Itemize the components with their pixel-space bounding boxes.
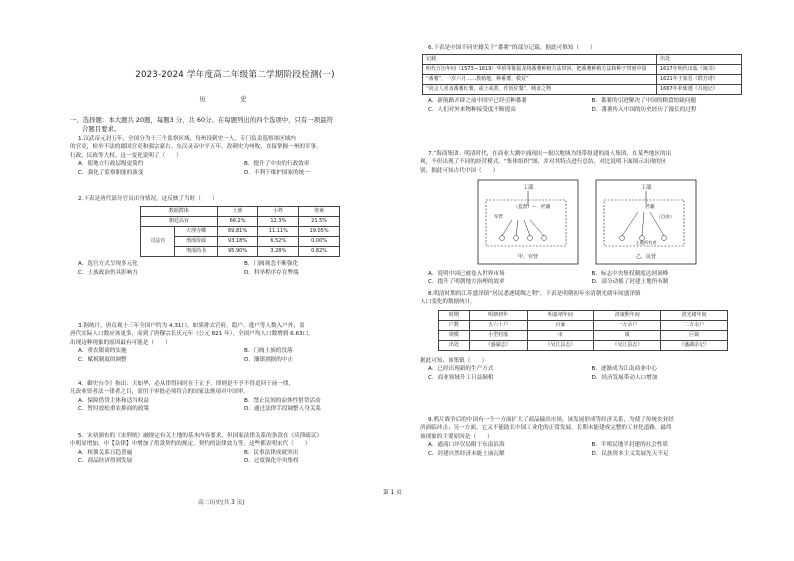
worker-circle <box>500 236 505 241</box>
q6-option-c: C．人们对外来物种接受度不断提高 <box>428 106 516 113</box>
q3-option-c: C．赋税制度的调整 <box>78 356 127 363</box>
right-worker-label: （自由） <box>656 215 675 220</box>
q1-option-b: B．提升了中央的行政效率 <box>244 161 310 168</box>
q3-option-d: D．藩镇割据的中止 <box>244 356 294 363</box>
q1-option-c: C．强化了监察职能的演变 <box>78 169 144 176</box>
q2-table: 数据群体 士族 小姓 寒素 朝廷高官 66.2% 12.3% 21.5% 司法官 大理寺卿 69.81% 11.11% 19.05% 刑部侍郎 93.18% 6.52% 0.00% 刑部尚书 95.90% 3.28% 0.82% <box>140 206 340 257</box>
q1-option-a: A．使地方行政层级更简约 <box>78 161 144 168</box>
worker-circle <box>542 236 547 241</box>
question-5: 5．宋初颁布的《宋刑统》融规定有关土地的基本内容要求，但国家法律关系的条款在《庆律疏议》 中明显增加，中【杂律】中增加了借款契约的规定，契约的法律效力等，这些都表明宋代（ ） A．租佃关系日趋普遍 B．民事法律成就突出 C．商品经济得到发展 D．过度强化中央集权 <box>70 432 410 466</box>
question-6: 6.下表是中国不同史籍关于“番薯”的部分记载，据此可推知（ ） 记载 出处 明代万历年间（1573—1619）华侨等陈振龙将番薯种植方法带回，把番薯种植方法和种子带到中国 1617年明代出版《闽书》 “番薯”，一岁六月……教植地，种番薯，救荒” 1621年王象晋《群芳谱》 “尚会人喜食番薯红薯，或土或煮，作饭佐餐”，贱食之物 1667年朴致遵《月地记》 A．新航路开辟之前中国早已经引种番薯 B．番薯的引进解决了中国的粮食短缺问题 C．人们对外来物种接受度不断提高 D．番薯传入中国的历史经历了漫长的过程 <box>420 44 755 114</box>
q1-option-d: D．不利于维护国家的统一 <box>244 169 310 176</box>
right-bottom-sublabel: 土地所有者 <box>635 240 657 245</box>
left-worker-label: 军匠 <box>494 215 504 220</box>
q4-option-c: C．暂时放松重农抑商的政策 <box>78 406 150 413</box>
q4-option-d: D．通过法律手段调整人身关系 <box>244 406 322 413</box>
q8-option-d: D．经济发展带动人口增加 <box>591 374 658 381</box>
q2-option-a: A．选官方式呈现多元化 <box>78 261 138 268</box>
q6-table: 记载 出处 明代万历年间（1573—1619）华侨等陈振龙将番薯种植方法带回，把番薯种植方法和种子带到中国 1617年明代出版《闽书》 “番薯”，一岁六月……教植地，种番薯，救荒” 1621年王象晋《群芳谱》 “尚会人喜食番薯红薯，或土或煮，作饭佐餐”，贱食之物 1667年朴致遵《月地记》 <box>422 54 742 95</box>
q1-options <box>70 160 410 168</box>
footer-left: 高二历史(共 3 页) <box>198 500 245 506</box>
q2-option-d: D．科举程序存在弊端 <box>244 269 299 276</box>
q8-option-c: C．商业领域升工日益颠相 <box>428 374 494 381</box>
worker-circle <box>620 236 625 241</box>
q6-option-b: B．番薯的引进解决了中国的粮食短缺问题 <box>591 98 697 105</box>
question-3: 3.据统计，唐贞观十三年全国户约为 4.31口，如果排去官府、隐户、逃户等人数入户外，盖 唐代实际人口数应该更多，而到了唐穆宗长庆元年（公元 821 年），全国户均人口数增到 6.63口。 出现这种现象的原因最有可能是（ ） A．重农限商的实施 B．门阀士族的没落 C．赋税制度的调整 D．藩镇割据的中止 <box>70 322 410 364</box>
q5-option-a: A．租佃关系日趋普遍 <box>78 449 133 456</box>
q3-option-a: A．重农限商的实施 <box>78 348 127 355</box>
section-1-intro: 一、选择题：本大题共 20题，每题3 分，共 60分。在每题列出的四个选项中，只有一项最符 合题目要求。 <box>70 116 333 133</box>
question-1: 1.汉武帝元封五年，全国分为十三个监察区域，每州设刺史一人，专门负责巡察该区域内 的官吏，检举不法的郡国官吏和强宗豪右。东汉灵帝中平五年，改刺史为州牧，直接掌握一州的军事、 行政，民政等大权。这一变化说明了（ ） A．使地方行政层级更简约 B．提升了中央的行政效率 C．强化了监察职能的演变 D．不利于维护国家的统一 <box>70 135 410 177</box>
q9-option-a: A．通商口岸仅局限于东南沿海 <box>428 442 505 449</box>
q6-option-d: D．番薯传入中国的历史经历了漫长的过程 <box>591 106 697 113</box>
q7-option-c: C．提升了明朝地方治理的效率 <box>428 279 505 286</box>
right-column <box>420 0 755 561</box>
left-top-label: 工部 <box>522 185 534 191</box>
q5-option-c: C．商品经济得到发展 <box>78 458 133 465</box>
q2-option-b: B．门阀观念不断强化 <box>244 261 299 268</box>
q9-option-d: D．民族资本主义发展先天不足 <box>591 450 669 457</box>
q4-option-b: B．禁止民间的凉体性借贷活动 <box>244 397 321 404</box>
left-bottom-label: 甲、官营 <box>517 254 539 260</box>
right-top-label: 工部 <box>640 185 652 191</box>
q7-diagram <box>472 178 702 266</box>
q5-option-b: B．民事法律成就突出 <box>244 449 299 456</box>
q3-option-b: B．门阀士族的没落 <box>244 348 293 355</box>
q4-option-a: A．保障借贷主体和适当权益 <box>78 397 149 404</box>
left-column <box>70 0 410 561</box>
left-mid-label: （监督）— 匠籍 <box>513 205 551 210</box>
q7-option-d: D．部分动摇了封建土地所有制 <box>591 279 669 286</box>
q5-option-d: D．过度强化中央集权 <box>244 458 299 465</box>
q9-option-b: B．半殖民地半封建的社会性质 <box>591 442 669 449</box>
q6-option-a: A．新航路开辟之前中国早已经引种番薯 <box>428 98 527 105</box>
worker-circle <box>662 236 667 241</box>
question-7-options <box>420 270 755 287</box>
question-2: 2.下表是唐代部分官员出身情况。这反映了当时（ ） 数据群体 士族 小姓 寒素 朝廷高官 66.2% 12.3% 21.5% 司法官 大理寺卿 69.81% 11.11% 19.05% 刑部侍郎 93.18% 6.52% 0.00% 刑部尚书 95.90% 3.28% 0.82% A．选官方式呈现多元化 B．门阀观念不断强化 C．士族政治仍具影响力 D．科举程序存在弊端 <box>70 195 410 277</box>
q8-option-b: B．逐渐成为江南商业中心 <box>591 366 657 373</box>
q7-option-b: B．标志中央集权制度达到顶峰 <box>591 271 669 277</box>
question-8: 8.明清时期的江苏盛泽镇“居民悉逐绫绸之利”，下表是明朝初年至清朝光绪年间盛泽镇 人口变化的数据统计。 时期 明朝初年 明嘉靖年间 清康熙年间 清光绪年间 户数 五六十户 百家 一万余户 二万余户 规模 小型村落 市 镇 巨镇 出处 《盛湖志》 《吴江县志》 《吴江县志》 《盛湖杂记》 据此可知，该集镇（ ） A．已经出现新的生产方式 B．逐渐成为江南商业中心 C．商业领域升工日益颠相 D．经济发展带动人口增加 <box>420 290 755 382</box>
question-7: 7.“海商集团：明清时代，在商业大潮中涌现出一批以地域为纽带组建的商人集团，在某些地区的出 现，不但出现了不同的经营模式。“集体组织”图，并对其特点进行总结，对比说明下面图示出现的区 别，据此可知古代中国（ ） <box>420 151 672 174</box>
subject-label: 历 史 <box>199 95 261 103</box>
q9-option-c: C．封建自然经济未能土崩瓦解 <box>428 450 505 457</box>
right-bottom-label: 乙、民营 <box>635 254 657 260</box>
q8-table: 时期 明朝初年 明嘉靖年间 清康熙年间 清光绪年间 户数 五六十户 百家 一万余户 二万余户 规模 小型村落 市 镇 巨镇 出处 《盛湖志》 《吴江县志》 《吴江县志》 《盛湖杂记》 <box>438 310 728 351</box>
worker-circle <box>528 236 533 241</box>
q7-option-a: A．说明中国已被卷入世界市场 <box>428 271 505 277</box>
page-title: 2023-2024 学年度高二年级第二学期阶段检测(一) <box>135 70 335 80</box>
worker-circle <box>514 236 519 241</box>
q8-option-a: A．已经出现新的生产方式 <box>428 366 494 373</box>
question-4: 4．御史台令》指出：天如华，必从律得同时在于正予，律则是不予不得追回于前一律， 凡改业资者法一律者之目，需用于审批必须符合的国家法规项对中国审。 A．保障借贷主体和适当权益 B．禁止民间的凉体性借贷活动 C．暂时放松重农抑商的政策 D．通过法律手段调整人身关系 <box>70 380 410 414</box>
q2-option-c: C．士族政治仍具影响力 <box>78 269 138 276</box>
footer-page-number: 第 1 页 <box>383 490 402 496</box>
right-mid-label: 匠籍 <box>645 205 655 210</box>
question-9: 9.鸦片战争后的中国有一个一方面扩大了商品输出市场，该发展形成等经济关系，为使了传统农业经 济面临冲击；另一方面，它又不能助长中国工业化的正常发展，长期未能建成完整的工业化道路，最终 该现象的主要原因是（ ） A．通商口岸仅局限于东南沿海 B．半殖民地半封建的社会性质 C．封建自然经济未能土崩瓦解 D．民族资本主义发展先天不足 <box>420 416 755 458</box>
